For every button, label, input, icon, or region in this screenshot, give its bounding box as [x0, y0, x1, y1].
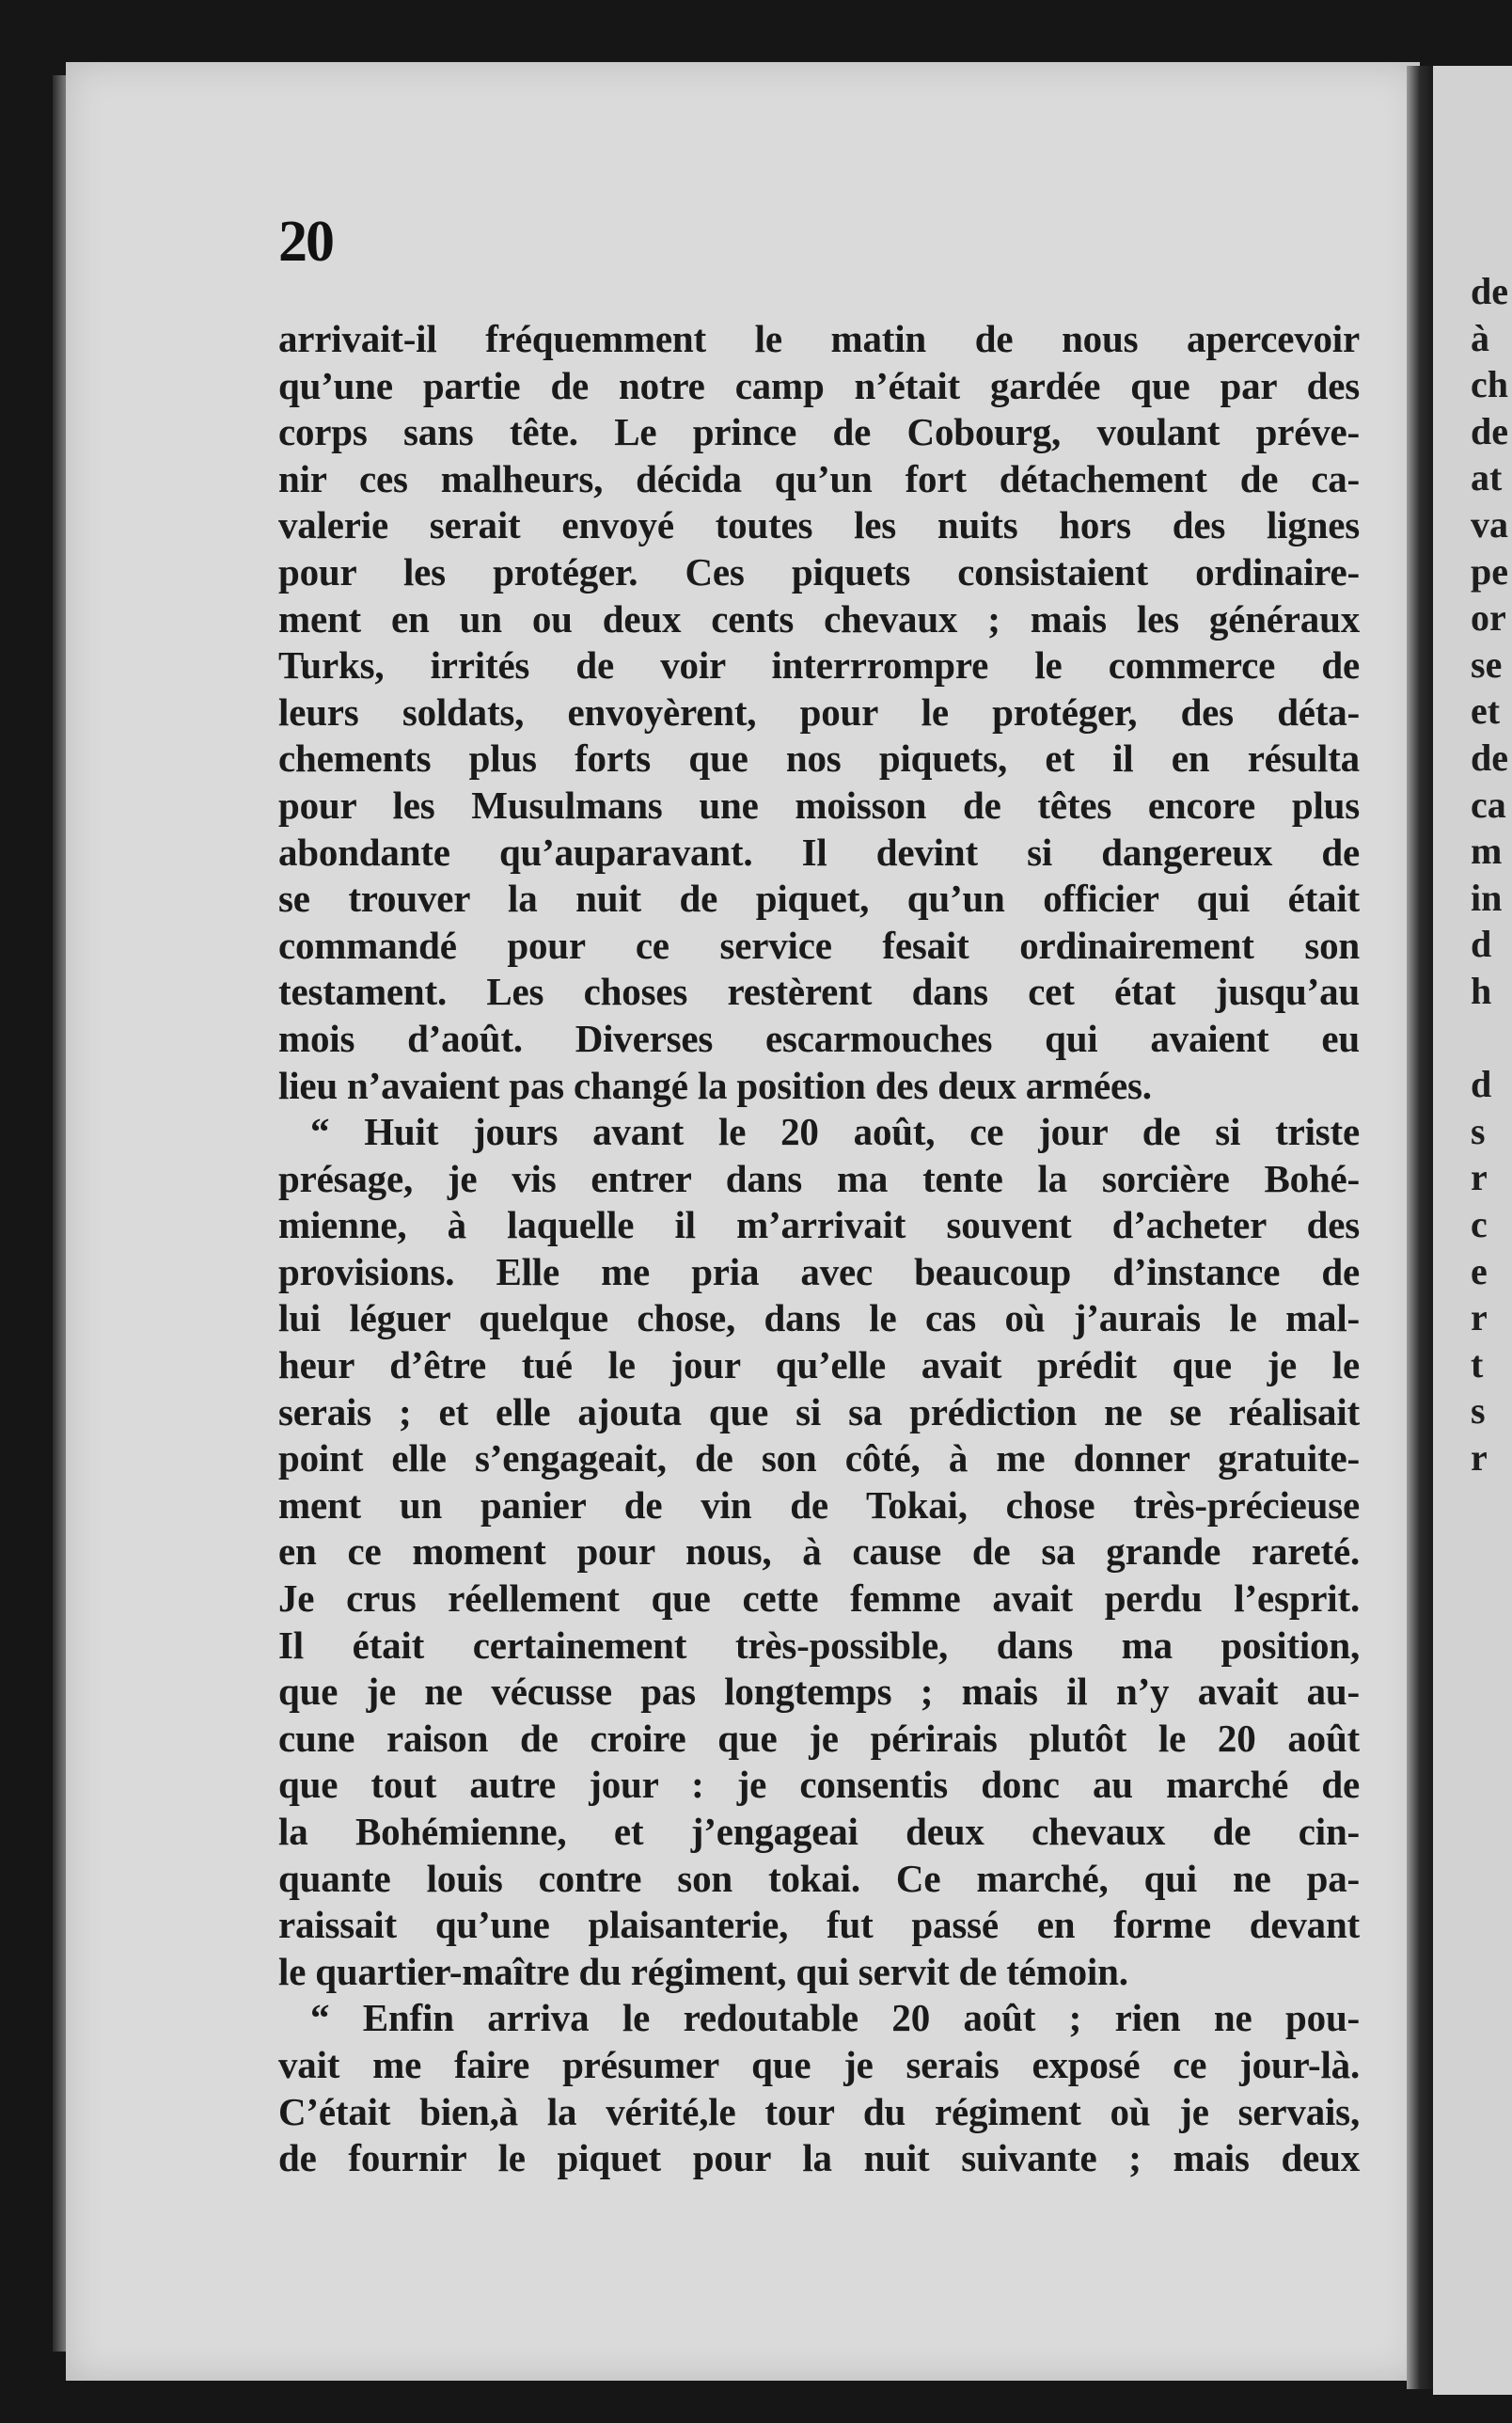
text-line: le quartier-maître du régiment, qui servit de témoin.: [278, 1949, 1128, 1993]
text-line: “ Enfin arriva le redoutable 20 août ; rien ne pou-: [310, 1996, 1360, 2040]
facing-page-fragment: et: [1471, 689, 1501, 733]
text-line: qu’une partie de notre camp n’était gardée que par des: [278, 363, 1360, 407]
text-line: provisions. Elle me pria avec beaucoup d’instance de: [278, 1249, 1360, 1293]
facing-page: [1433, 66, 1512, 2395]
text-line: vait me faire présumer que je serais exposé ce jour-là.: [278, 2042, 1360, 2086]
text-line: nir ces malheurs, décida qu’un fort détachement de ca-: [278, 456, 1360, 500]
text-line: “ Huit jours avant le 20 août, ce jour de si triste: [310, 1110, 1360, 1154]
text-line: Il était certainement très-possible, dans ma position,: [278, 1623, 1360, 1667]
facing-page-fragment: d: [1471, 1063, 1492, 1106]
facing-page-fragment: d: [1471, 923, 1492, 966]
text-line: lieu n’avaient pas changé la position des deux armées.: [278, 1063, 1152, 1107]
text-line: point elle s’engageait, de son côté, à me donner gratuite-: [278, 1436, 1360, 1481]
body-text: [278, 316, 1360, 2182]
text-line: que je ne vécusse pas longtemps ; mais il n’y avait au-: [278, 1670, 1360, 1714]
facing-page-fragment: s: [1471, 1389, 1486, 1433]
facing-page-fragment: at: [1471, 456, 1503, 499]
text-line: chements plus forts que nos piquets, et il en résulta: [278, 736, 1360, 781]
text-line: en ce moment pour nous, à cause de sa grande rareté.: [278, 1529, 1360, 1574]
facing-page-fragment: ch: [1471, 363, 1508, 406]
facing-page-fragment: de: [1471, 409, 1508, 452]
facing-page-fragment: r: [1471, 1296, 1488, 1339]
text-line: arrivait-il fréquemment le matin de nous apercevoir: [278, 317, 1360, 360]
text-line: testament. Les choses restèrent dans cet état jusqu’au: [278, 970, 1360, 1014]
facing-page-fragment: pe: [1471, 549, 1508, 593]
facing-page-fragment: h: [1471, 970, 1492, 1012]
text-line: raissait qu’une plaisanterie, fut passé en forme devant: [278, 1903, 1360, 1947]
text-line: présage, je vis entrer dans ma tente la sorcière Bohé-: [278, 1156, 1360, 1200]
facing-page-fragment: à: [1471, 316, 1489, 359]
facing-page-fragment: ca: [1471, 783, 1506, 826]
text-line: ment en un ou deux cents chevaux ; mais les généraux: [278, 596, 1360, 641]
text-line: cune raison de croire que je périrais plutôt le 20 août: [278, 1716, 1360, 1760]
facing-page-fragment: de: [1471, 270, 1508, 312]
text-line: se trouver la nuit de piquet, qu’un officier qui était: [278, 877, 1360, 921]
text-line: Je crus réellement que cette femme avait perdu l’esprit.: [278, 1576, 1360, 1621]
facing-page-fragment: se: [1471, 642, 1503, 686]
text-line: leurs soldats, envoyèrent, pour le protéger, des déta-: [278, 689, 1360, 734]
text-line: Turks, irrités de voir interrrompre le commerce de: [278, 643, 1360, 688]
facing-page-fragment: de: [1471, 736, 1508, 779]
facing-page-fragment: r: [1471, 1156, 1488, 1199]
text-line: heur d’être tué le jour qu’elle avait prédit que je le: [278, 1343, 1360, 1387]
text-line: pour les protéger. Ces piquets consistaient ordinaire-: [278, 549, 1360, 594]
text-line: lui léguer quelque chose, dans le cas où j’aurais le mal-: [278, 1296, 1360, 1340]
facing-page-fragment: c: [1471, 1203, 1488, 1245]
text-line: de fournir le piquet pour la nuit suivante ; mais deux: [278, 2136, 1360, 2180]
text-line: C’était bien,à la vérité,le tour du régiment où je servais,: [278, 2089, 1360, 2133]
text-line: mois d’août. Diverses escarmouches qui avaient eu: [278, 1016, 1360, 1060]
text-line: que tout autre jour : je consentis donc au marché de: [278, 1763, 1360, 1807]
book-spine: [1407, 66, 1433, 2389]
facing-page-fragment: va: [1471, 503, 1508, 546]
facing-page-fragment: e: [1471, 1249, 1488, 1292]
text-line: la Bohémienne, et j’engageai deux chevaux de cin-: [278, 1810, 1360, 1853]
text-line: mienne, à laquelle il m’arrivait souvent d’acheter des: [278, 1203, 1360, 1247]
text-line: corps sans tête. Le prince de Cobourg, voulant préve-: [278, 410, 1360, 454]
text-line: valerie serait envoyé toutes les nuits hors des lignes: [278, 503, 1360, 547]
text-line: quante louis contre son tokai. Ce marché, qui ne pa-: [278, 1856, 1360, 1900]
facing-page-fragment: m: [1471, 830, 1503, 873]
text-line: ment un panier de vin de Tokai, chose très-précieuse: [278, 1482, 1360, 1527]
facing-page-fragment: r: [1471, 1436, 1488, 1479]
text-line: abondante qu’auparavant. Il devint si dangereux de: [278, 830, 1360, 874]
facing-page-fragment: t: [1471, 1342, 1484, 1386]
facing-page-fragment: s: [1471, 1109, 1486, 1152]
facing-page-fragment: in: [1471, 876, 1503, 919]
page-number: 20: [278, 210, 333, 274]
facing-page-fragment: or: [1471, 596, 1506, 640]
text-line: serais ; et elle ajouta que si sa prédiction ne se réalisait: [278, 1389, 1360, 1433]
text-line: pour les Musulmans une moisson de têtes encore plus: [278, 783, 1360, 827]
text-line: commandé pour ce service fesait ordinairement son: [278, 923, 1360, 967]
